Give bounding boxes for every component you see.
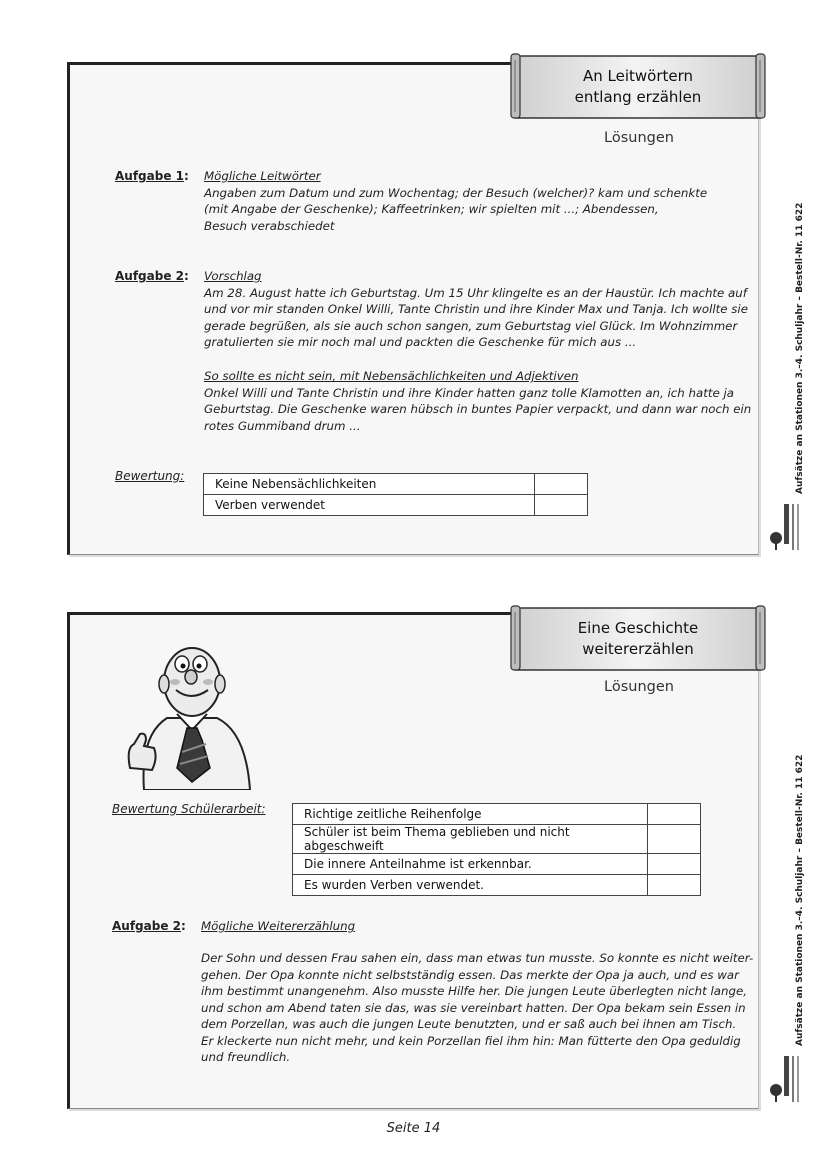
text-line: Onkel Willi und Tante Christin und ihre Kinder hatten ganz tolle Klamotten an, ich hatte ja	[204, 385, 734, 400]
publisher-logo	[766, 500, 808, 554]
table-row	[293, 854, 701, 875]
table-row	[204, 495, 588, 516]
rating-checkbox[interactable]	[535, 474, 588, 495]
text-line: rotes Gummiband drum ...	[204, 418, 361, 433]
scroll-banner	[510, 604, 766, 674]
text-line: und vor mir standen Onkel Willi, Tante Christin und ihre Kinder Max und Tanja. Ich wollte sie	[204, 302, 748, 316]
aufgabe2-text	[204, 268, 748, 351]
loesungen-label: Lösungen	[604, 679, 674, 695]
aufgabe2-negative-text	[204, 368, 751, 434]
side-order-text: Aufsätze an Stationen 3.–4. Schuljahr – Bestell-Nr. 11 622	[795, 754, 805, 1046]
rating-checkbox[interactable]	[648, 875, 701, 896]
text-line: Angaben zum Datum und zum Wochentag; der Besuch (welcher)? kam und schenkte	[204, 185, 708, 200]
publisher-logo	[766, 1052, 808, 1106]
text-line: Er kleckerte nun nicht mehr, und kein Porzellan fiel ihm hin: Man fütterte den Opa geduldig	[201, 1033, 741, 1048]
page-number: Seite 14	[386, 1121, 441, 1136]
rating-checkbox[interactable]	[648, 804, 701, 825]
table-row	[293, 804, 701, 825]
table-row	[293, 825, 701, 854]
aufgabe2-text	[201, 950, 753, 1066]
scroll-title-line1: Eine Geschichte	[577, 619, 699, 637]
text-line: und freundlich.	[201, 1050, 291, 1064]
text-line: gehen. Der Opa konnte nicht selbstständig essen. Das merkte der Opa ja auch, und es war	[201, 967, 739, 982]
rating-criterion: Es wurden Verben verwendet.	[293, 875, 648, 896]
rating-criterion: Schüler ist beim Thema geblieben und nicht abgeschweift	[293, 825, 648, 854]
thumbs-up-man-illustration	[122, 640, 262, 790]
rating-criterion: Richtige zeitliche Reihenfolge	[293, 804, 648, 825]
text-line: gerade begrüßen, als sie auch schon sangen, zum Geburtstag viel Glück. Im Wohnzimmer	[204, 318, 738, 333]
text-line: und schon am Abend taten sie das, was sie vereinbart hatten. Der Opa bekam sein Essen in	[201, 1000, 746, 1015]
scroll-title-line2: weitererzählen	[582, 640, 694, 658]
text-line: Der Sohn und dessen Frau sahen ein, dass man etwas tun musste. So konnte es nicht weiter-	[201, 951, 754, 965]
aufgabe2-heading-text: Mögliche Weitererzählung	[201, 919, 356, 933]
aufgabe2-heading: Vorschlag	[204, 269, 262, 283]
aufgabe1-label: Aufgabe 1:	[115, 169, 189, 183]
side-order-text: Aufsätze an Stationen 3.–4. Schuljahr – Bestell-Nr. 11 622	[795, 202, 805, 494]
text-line: dem Porzellan, was auch die jungen Leute benutzten, und er saß auch bei ihnen am Tisch.	[201, 1017, 737, 1031]
aufgabe2-negative-heading: So sollte es nicht sein, mit Nebensächlichkeiten und Adjektiven	[204, 369, 579, 383]
aufgabe2-label: Aufgabe 2:	[112, 919, 186, 933]
aufgabe2-heading	[201, 918, 355, 935]
aufgabe1-text	[204, 168, 707, 234]
loesungen-label: Lösungen	[604, 130, 674, 146]
aufgabe1-heading: Mögliche Leitwörter	[204, 169, 321, 183]
rating-criterion: Keine Nebensächlichkeiten	[204, 474, 535, 495]
rating-checkbox[interactable]	[648, 854, 701, 875]
tree-logo-icon	[766, 500, 808, 554]
table-row	[204, 474, 588, 495]
rating-table	[292, 803, 701, 896]
rating-criterion: Verben verwendet	[204, 495, 535, 516]
rating-checkbox[interactable]	[535, 495, 588, 516]
text-line: Geburtstag. Die Geschenke waren hübsch in buntes Papier verpackt, und dann war noch ein	[204, 402, 752, 416]
table-row	[293, 875, 701, 896]
tree-logo-icon	[766, 1052, 808, 1106]
scroll-banner	[510, 52, 766, 122]
aufgabe2-label: Aufgabe 2:	[115, 269, 189, 283]
text-line: (mit Angabe der Geschenke); Kaffeetrinken; wir spielten mit ...; Abendessen,	[204, 202, 659, 216]
rating-checkbox[interactable]	[648, 825, 701, 854]
scroll-title-line2: entlang erzählen	[574, 88, 702, 106]
scroll-title-line1: An Leitwörtern	[582, 67, 694, 85]
rating-criterion: Die innere Anteilnahme ist erkennbar.	[293, 854, 648, 875]
text-line: gratulierten sie mir noch mal und packten die Geschenke für mich aus ...	[204, 335, 637, 349]
text-line: ihm bestimmt unangenehm. Also musste Hilfe her. Die jungen Leute überlegten nicht lange,	[201, 984, 747, 998]
rating-table	[203, 473, 588, 516]
text-line: Besuch verabschiedet	[204, 218, 335, 233]
bewertung-label: Bewertung:	[115, 469, 185, 483]
text-line: Am 28. August hatte ich Geburtstag. Um 15 Uhr klingelte es an der Haustür. Ich machte auf	[204, 285, 747, 300]
bewertung-label: Bewertung Schülerarbeit:	[112, 802, 266, 816]
